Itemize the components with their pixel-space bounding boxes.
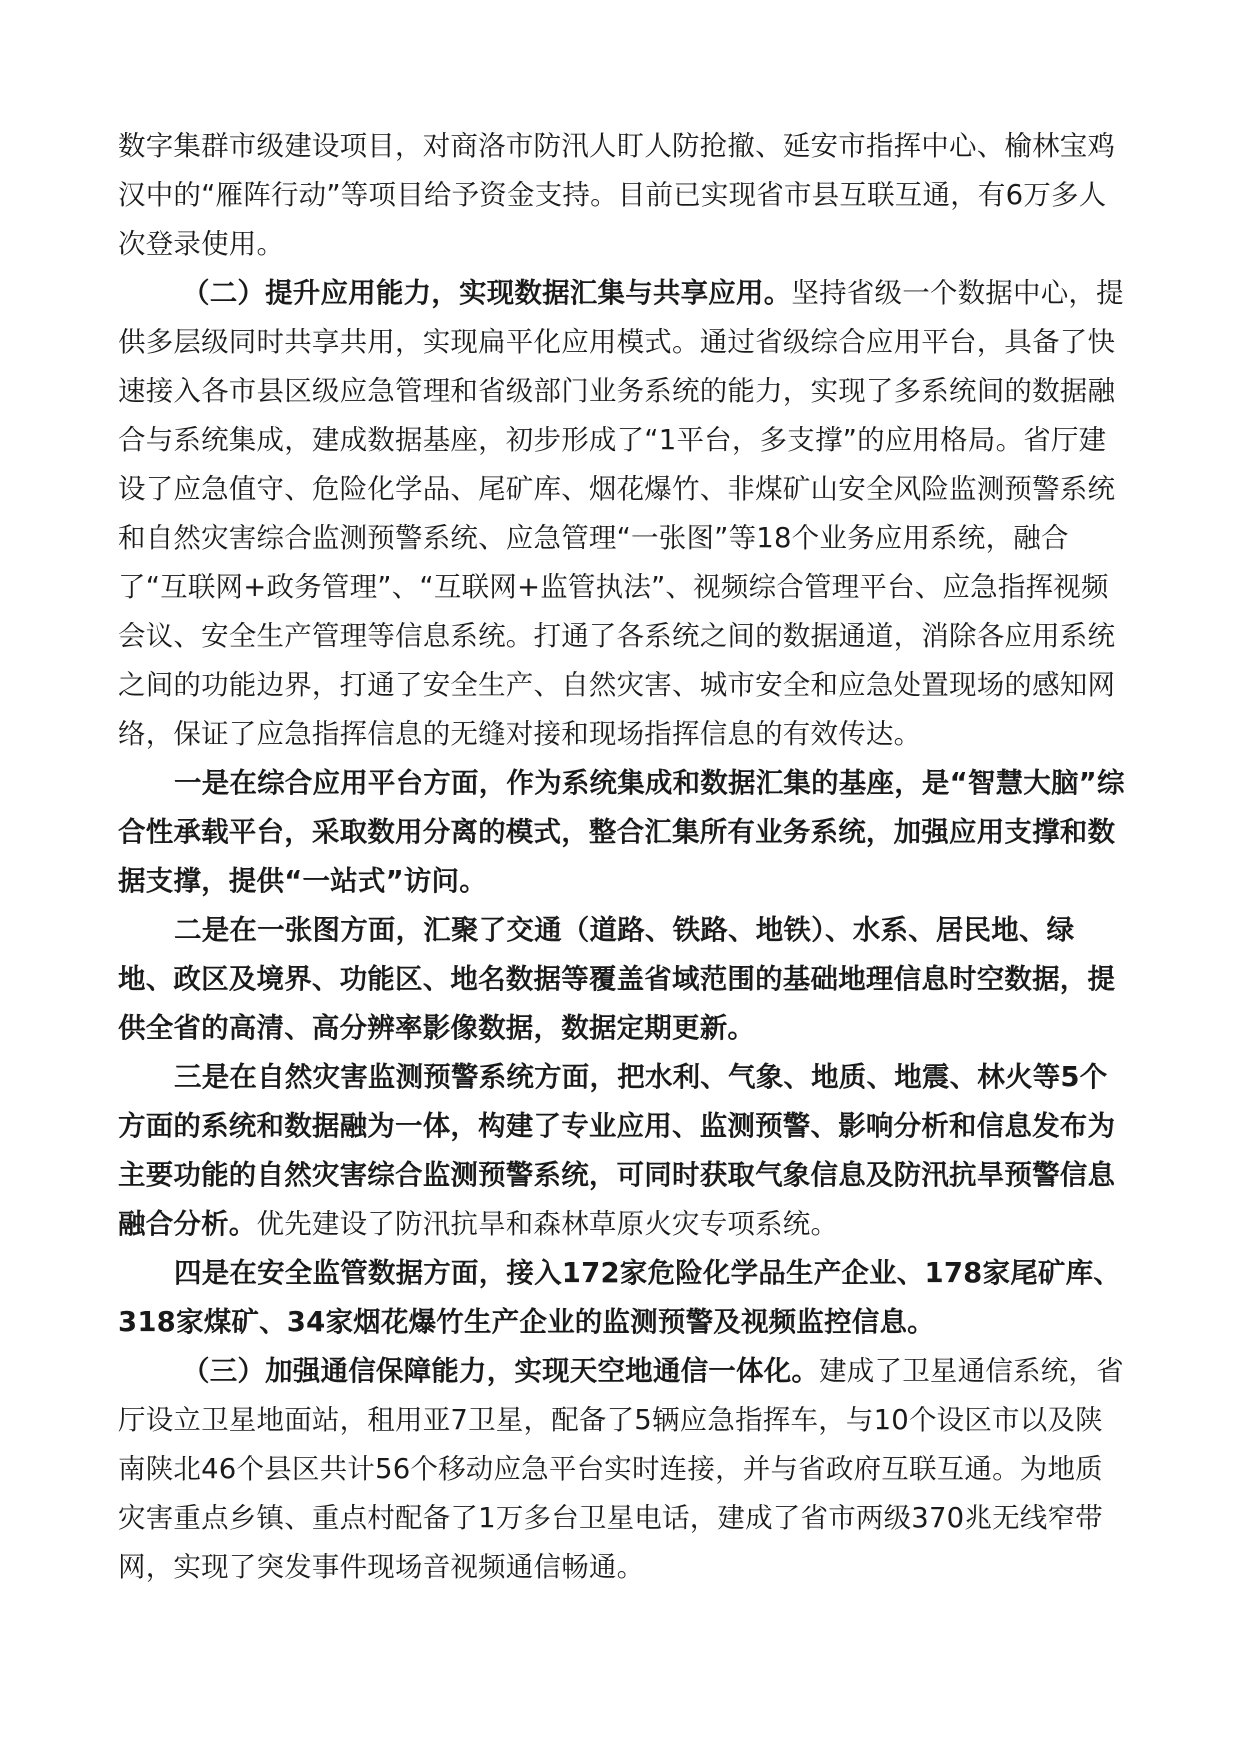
section-three-heading: （三）加强通信保障能力，实现天空地通信一体化。 (182, 1355, 820, 1387)
point-three-body: 优先建设了防汛抗旱和森林草原火灾专项系统。 (256, 1208, 839, 1240)
paragraph-point-four: 四是在安全监管数据方面，接入172家危险化学品生产企业、178家尾矿库、318家煤矿、34家烟花爆竹生产企业的监测预警及视频监控信息。 (118, 1257, 1122, 1338)
point-three-heading: 三是在自然灾害监测预警系统方面，把水利、气象、地质、地震、林火等5个方面的系统和数据融为一体，构建了专业应用、监测预警、影响分析和信息发布为主要功能的自然灾害综合监测预警系统，可同时获取气象信息及防汛抗旱预警信息融合分析。 (118, 1061, 1116, 1240)
section-two-body: 坚持省级一个数据中心，提供多层级同时共享共用，实现扁平化应用模式。通过省级综合应用平台，具备了快速接入各市县区级应急管理和省级部门业务系统的能力，实现了多系统间的数据融合与系统集成，建成数据基座，初步形成了“1平台，多支撑”的应用格局。省厅建设了应急值守、危险化学品、尾矿库、烟花爆竹、非煤矿山安全风险监测预警系统和自然灾害综合监测预警系统、应急管理“一张图”等18个业务应用系统，融合了“互联网+政务管理”、“互联网+监管执法”、视频综合管理平台、应急指挥视频会议、安全生产管理等信息系统。打通了各系统之间的数据通道，消除各应用系统之间的功能边界，打通了安全生产、自然灾害、城市安全和应急处置现场的感知网络，保证了应急指挥信息的无缝对接和现场指挥信息的有效传达。 (118, 277, 1124, 750)
paragraph-project-funding: 数字集群市级建设项目，对商洛市防汛人盯人防抢撤、延安市指挥中心、榆林宝鸡汉中的“雁阵行动”等项目给予资金支持。目前已实现省市县互联互通，有6万多人次登录使用。 (118, 130, 1116, 260)
document-page (118, 122, 1128, 1592)
paragraph-point-three (118, 1053, 1128, 1249)
paragraph-section-three (118, 1347, 1128, 1592)
section-three-body: 建成了卫星通信系统，省厅设立卫星地面站，租用亚7卫星，配备了5辆应急指挥车，与10个设区市以及陕南陕北46个县区共计56个移动应急平台实时连接，并与省政府互联互通。为地质灾害重点乡镇、重点村配备了1万多台卫星电话，建成了省市两级370兆无线窄带网，实现了突发事件现场音视频通信畅通。 (118, 1355, 1124, 1583)
paragraph-point-one: 一是在综合应用平台方面，作为系统集成和数据汇集的基座，是“智慧大脑”综合性承载平台，采取数用分离的模式，整合汇集所有业务系统，加强应用支撑和数据支撑，提供“一站式”访问。 (118, 767, 1125, 897)
section-two-heading: （二）提升应用能力，实现数据汇集与共享应用。 (182, 277, 792, 309)
paragraph-point-two: 二是在一张图方面，汇聚了交通（道路、铁路、地铁）、水系、居民地、绿地、政区及境界、功能区、地名数据等覆盖省域范围的基础地理信息时空数据，提供全省的高清、高分辨率影像数据，数据定期更新。 (118, 914, 1116, 1044)
paragraph-section-two (118, 269, 1128, 759)
